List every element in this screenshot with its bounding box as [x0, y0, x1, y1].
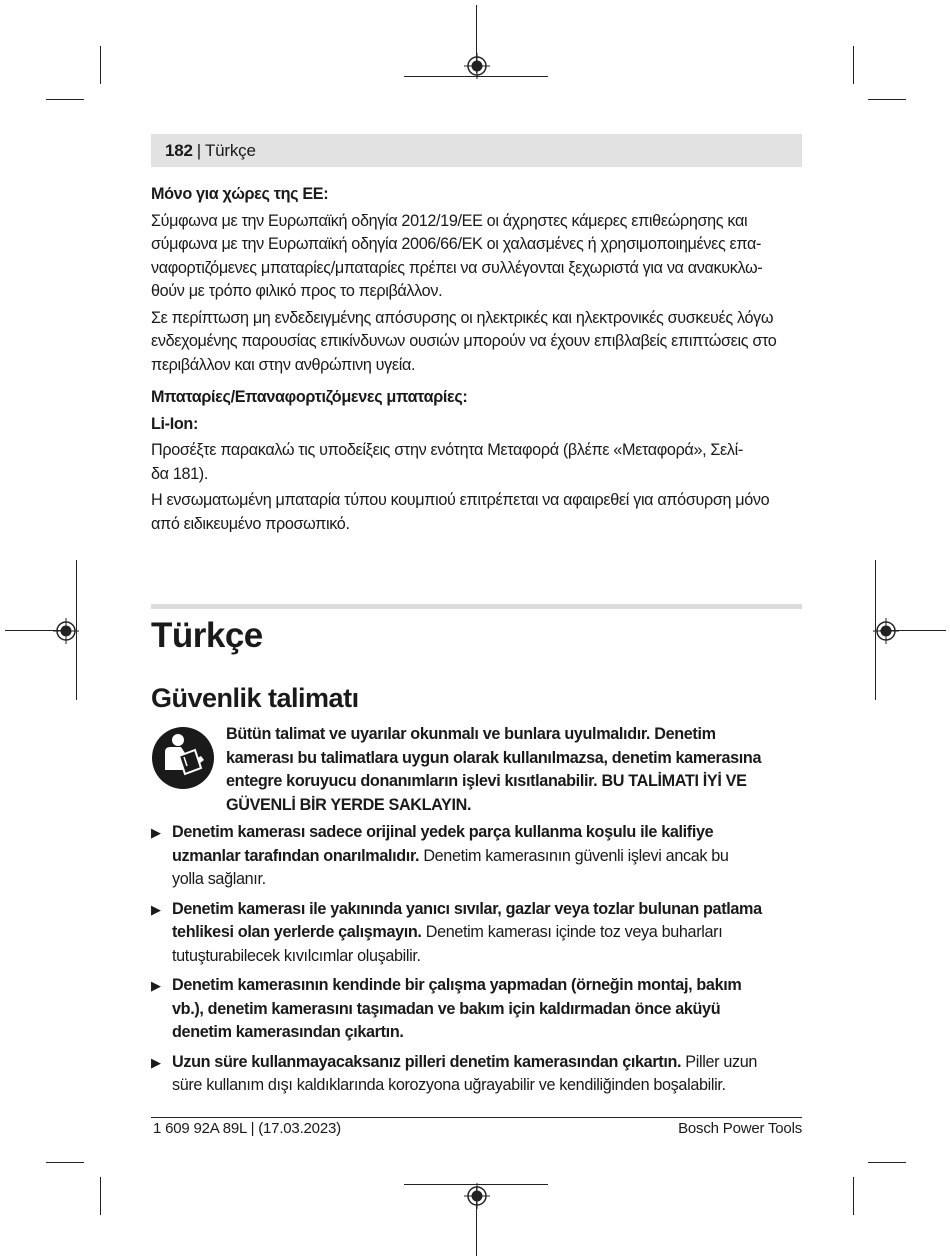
- bold-text: denetim kamerasından çıkartın.: [172, 1023, 404, 1041]
- battery-heading: Μπαταρίες/Επαναφορτιζόμενες μπαταρίες:: [151, 388, 468, 406]
- list-item: [151, 821, 806, 892]
- registration-mark-icon: [464, 53, 490, 79]
- crop-mark: [100, 46, 101, 84]
- text-line: Σε περίπτωση μη ενδεδειγμένης απόσυρσης οι ηλεκτρικές και ηλεκτρονικές συσκευές λόγω: [151, 308, 774, 327]
- list-item: [151, 898, 806, 969]
- list-item: [151, 1051, 806, 1098]
- crop-mark: [868, 1162, 906, 1163]
- crop-mark: [853, 1177, 854, 1215]
- header-section: Türkçe: [204, 140, 256, 160]
- eu-heading: Μόνο για χώρες της ΕΕ:: [151, 185, 329, 203]
- liion-heading: Li-Ion:: [151, 414, 198, 433]
- bold-text: Denetim kamerası ile yakınında yanıcı sıvılar, gazlar veya tozlar bulunan patlama: [172, 899, 762, 918]
- text-line: από ειδικευμένο προσωπικό.: [151, 514, 350, 533]
- bold-text: Denetim kamerası sadece orijinal yedek parça kullanma koşulu ile kalifiye: [172, 823, 714, 841]
- body-text: Piller uzun: [681, 1052, 758, 1071]
- text-line: ναφορτιζόμενες μπαταρίες/μπαταρίες πρέπει να συλλέγονται ξεχωριστά για να ανακυκλω-: [151, 258, 763, 277]
- crop-mark: [868, 99, 906, 100]
- body-text: Denetim kamerası içinde toz veya buharları: [421, 923, 723, 941]
- page-header: [151, 134, 802, 167]
- section-divider: [151, 604, 802, 609]
- bullet-arrow-icon: ▶: [151, 901, 161, 917]
- bold-text: vb.), denetim kamerasını taşımadan ve bakım için kaldırmadan önce aküyü: [172, 999, 721, 1018]
- crop-mark: [46, 99, 84, 100]
- safety-warning: [226, 723, 806, 817]
- liion-paragraph: [151, 439, 802, 486]
- text-line: Bütün talimat ve uyarılar okunmalı ve bunlara uyulmalıdır. Denetim: [226, 725, 716, 743]
- safety-list: [151, 821, 806, 1104]
- text-line: σύμφωνα με την Ευρωπαϊκή οδηγία 2006/66/ΕΚ οι χαλασμένες ή χρησιμοποιημένες επα-: [151, 235, 762, 253]
- eu-paragraph-2: [151, 307, 802, 378]
- page-number: 182: [165, 140, 193, 160]
- button-cell-paragraph: [151, 489, 802, 536]
- read-manual-icon: [151, 726, 215, 790]
- greek-section: [151, 183, 802, 536]
- registration-mark-icon: [464, 1183, 490, 1209]
- document-id: 1 609 92A 89L | (17.03.2023): [153, 1120, 341, 1137]
- registration-mark-icon: [873, 618, 899, 644]
- brand-name: Bosch Power Tools: [678, 1120, 802, 1137]
- text-line: περιβάλλον και στην ανθρώπινη υγεία.: [151, 355, 416, 374]
- text-line: Προσέξτε παρακαλώ τις υποδείξεις στην ενότητα Μεταφορά (βλέπε «Μεταφορά», Σελί-: [151, 441, 743, 459]
- body-text: tutuşturabilecek kıvılcımlar oluşabilir.: [172, 946, 421, 965]
- text-line: Σύμφωνα με την Ευρωπαϊκή οδηγία 2012/19/ΕΕ οι άχρηστες κάμερες επιθεώρησης και: [151, 211, 748, 230]
- bullet-arrow-icon: ▶: [151, 978, 161, 993]
- footer-divider: [151, 1117, 802, 1118]
- registration-mark-icon: [53, 618, 79, 644]
- body-text: yolla sağlanır.: [172, 870, 266, 888]
- bold-text: Denetim kamerasının kendinde bir çalışma yapmadan (örneğin montaj, bakım: [172, 976, 742, 994]
- body-text: Denetim kamerasının güvenli işlevi ancak bu: [419, 846, 729, 865]
- crop-mark: [853, 46, 854, 84]
- body-text: süre kullanım dışı kaldıklarında korozyona uğrayabilir ve kendiliğinden boşalabilir.: [172, 1076, 726, 1094]
- list-item: [151, 974, 806, 1045]
- section-title: Türkçe: [151, 616, 263, 655]
- text-line: Η ενσωματωμένη μπαταρία τύπου κουμπιού επιτρέπεται να αφαιρεθεί για απόσυρση μόνο: [151, 491, 770, 509]
- text-line: kamerası bu talimatlara uygun olarak kullanılmazsa, denetim kamerasına: [226, 748, 762, 767]
- text-line: GÜVENLİ BİR YERDE SAKLAYIN.: [226, 795, 472, 814]
- crop-mark: [100, 1177, 101, 1215]
- header-separator: |: [196, 140, 201, 160]
- text-line: δα 181).: [151, 464, 208, 483]
- text-line: ενδεχομένης παρουσίας επικίνδυνων ουσιών μπορούν να έχουν επιβλαβείς επιπτώσεις στο: [151, 332, 777, 350]
- bold-text: tehlikesi olan yerlerde çalışmayın.: [172, 923, 422, 941]
- section-subtitle: Güvenlik talimatı: [151, 683, 359, 713]
- text-line: θούν με τρόπο φιλικό προς το περιβάλλον.: [151, 282, 443, 300]
- bold-text: uzmanlar tarafından onarılmalıdır.: [172, 846, 420, 865]
- bullet-arrow-icon: ▶: [151, 1054, 161, 1070]
- eu-paragraph-1: [151, 210, 802, 304]
- text-line: entegre koruyucu donanımların işlevi kısıtlanabilir. BU TALİMATI İYİ VE: [226, 772, 747, 790]
- bold-text: Uzun süre kullanmayacaksanız pilleri denetim kamerasından çıkartın.: [172, 1052, 682, 1071]
- bullet-arrow-icon: ▶: [151, 825, 161, 840]
- crop-mark: [46, 1162, 84, 1163]
